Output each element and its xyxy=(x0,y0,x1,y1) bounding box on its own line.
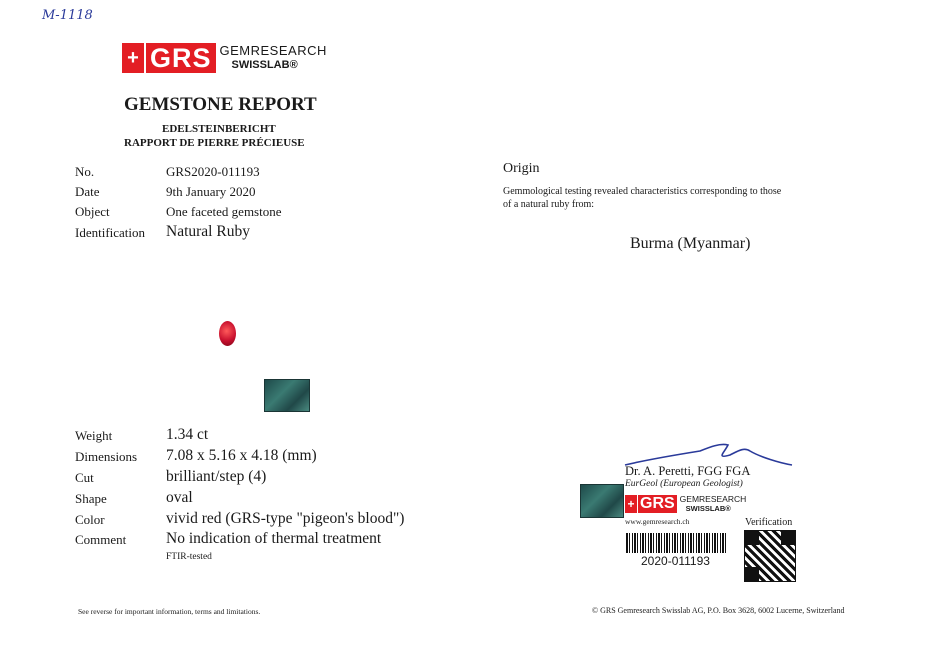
barcode-number: 2020-011193 xyxy=(641,554,710,568)
field-label-no: No. xyxy=(75,164,95,179)
verification-label: Verification xyxy=(745,517,793,528)
signatory-title: EurGeol (European Geologist) xyxy=(625,479,743,489)
footer-copyright: © GRS Gemresearch Swisslab AG, P.O. Box 3628, 6002 Lucerne, Switzerland xyxy=(592,606,845,615)
comment-note: FTIR-tested xyxy=(166,552,212,562)
detail-label-color: Color xyxy=(75,512,105,527)
field-label-object: Object xyxy=(75,204,110,219)
field-label-date: Date xyxy=(75,184,100,199)
detail-label-weight: Weight xyxy=(75,428,113,443)
origin-text-line2: of a natural ruby from: xyxy=(503,199,595,210)
detail-label-comment: Comment xyxy=(75,532,127,547)
detail-label-cut: Cut xyxy=(75,470,94,485)
verification-qr-code[interactable] xyxy=(744,530,796,582)
handwritten-reference: M-1118 xyxy=(42,8,93,23)
swiss-cross-icon-small: + xyxy=(625,495,637,513)
origin-place: Burma (Myanmar) xyxy=(630,235,751,252)
field-value-no: GRS2020-011193 xyxy=(166,164,260,179)
detail-value-comment: No indication of thermal treatment xyxy=(166,530,382,547)
field-value-identification: Natural Ruby xyxy=(166,223,250,240)
detail-value-dimensions: 7.08 x 5.16 x 4.18 (mm) xyxy=(166,447,317,464)
detail-label-dimensions: Dimensions xyxy=(75,449,138,464)
report-subtitle-de: EDELSTEINBERICHT xyxy=(162,123,276,135)
logo-line1: GEMRESEARCH xyxy=(219,43,327,58)
report-subtitle-fr: RAPPORT DE PIERRE PRÉCIEUSE xyxy=(124,137,305,149)
field-label-identification: Identification xyxy=(75,225,146,240)
logo-line1-small: GEMRESEARCH xyxy=(679,494,747,504)
hologram-seal-small xyxy=(580,484,624,518)
origin-text-line1: Gemmological testing revealed characteristics corresponding to those xyxy=(503,186,782,197)
detail-value-cut: brilliant/step (4) xyxy=(166,468,267,485)
field-value-date: 9th January 2020 xyxy=(166,184,256,199)
logo-line2: SWISSLAB® xyxy=(231,59,298,71)
detail-value-shape: oval xyxy=(166,489,193,506)
detail-label-shape: Shape xyxy=(75,491,107,506)
grs-logo xyxy=(122,43,327,73)
detail-value-color: vivid red (GRS-type "pigeon's blood") xyxy=(166,510,405,527)
footer-terms: See reverse for important information, terms and limitations. xyxy=(78,607,261,616)
origin-heading: Origin xyxy=(503,161,540,176)
website: www.gemresearch.ch xyxy=(625,517,690,526)
report-title: GEMSTONE REPORT xyxy=(124,94,317,115)
barcode xyxy=(626,533,726,553)
swiss-cross-icon: + xyxy=(122,43,144,73)
logo-line2-small: SWISSLAB® xyxy=(685,504,731,513)
field-value-object: One faceted gemstone xyxy=(166,204,282,219)
detail-value-weight: 1.34 ct xyxy=(166,426,209,443)
ruby-photo xyxy=(219,321,236,346)
hologram-seal xyxy=(264,379,310,412)
logo-abbr-small: GRS xyxy=(640,495,675,512)
logo-abbr: GRS xyxy=(146,43,216,73)
grs-logo-small xyxy=(625,495,746,513)
signatory-name: Dr. A. Peretti, FGG FGA xyxy=(625,464,751,478)
